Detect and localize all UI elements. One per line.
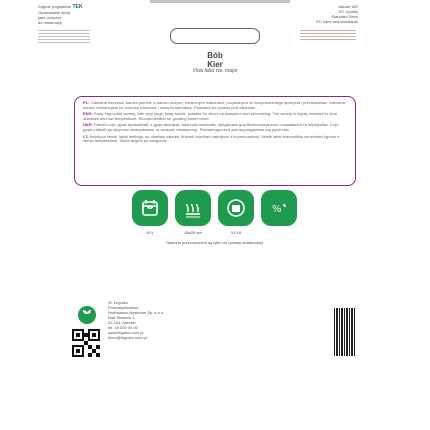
spacing-icon	[175, 190, 211, 226]
producer-line3: Hodowlano-Nasienne Sp. z o.o.	[108, 310, 165, 315]
header-left-line4: do reklamacji	[38, 20, 62, 25]
header-right-line2: EC Quality	[338, 9, 358, 14]
producer-line6: tel. 18 000 00 00	[108, 325, 138, 330]
cultivation-icons	[132, 190, 298, 226]
cut-window-outline	[170, 28, 260, 44]
top-edge-bar	[150, 0, 290, 3]
header-left-line3: jako ochrona	[38, 15, 61, 20]
header-right-line1: Jakość WE	[337, 4, 358, 9]
header-left-line1: Zdjęcie poglądowe	[38, 4, 72, 9]
description-pl: PL: Odmiana wczesna, bardzo plenna, o bardzo dużych, smacznych nasionach, przydatnych do bezpośredniego spożycia i przetwórstwa. Odmiana bardzo tolerancyjna na choroby wirusowe i niską temperaturę. Polecana do uprawy pod osłonami.	[83, 100, 345, 110]
germination-value	[261, 230, 297, 235]
harvest-time-value: VI-VII	[230, 230, 241, 235]
description-uk: UKR: Ранній сорт, дуже врожайний, з дуже великим, смачним насінням, придатним для безпосереднього споживання та переробки. Сорт дуже стійкий до вірусних захворювань та низьких температур. Рекомендується для вирощування під укриттям.	[83, 122, 339, 132]
latin-name: Vicia faba var. major	[192, 68, 238, 74]
sowing-time-icon	[132, 190, 168, 226]
spacing-value: 45x20 cm	[184, 230, 202, 235]
producer-info	[108, 300, 208, 340]
svg-text:%: %	[272, 204, 282, 215]
header-right-line3: Standard Seed	[331, 14, 358, 19]
qr-code-icon	[72, 329, 100, 357]
description-lt: LT: Ankstyva veislė, labai derlinga, su dideliais vaisiais, tinkanti šviežiam vartojimui ir konservavimui. Veislė labai tolerantiška virusinėms ligoms ir žemai temperatūrai. Skirta auginti po dangomis.	[83, 133, 340, 144]
icon-values	[132, 230, 298, 235]
description-box	[74, 96, 356, 186]
product-name-line1: Bób	[207, 51, 223, 60]
producer-line4: Nad Stawem 1	[108, 315, 135, 320]
header-left	[38, 4, 148, 25]
header-right	[298, 4, 358, 24]
germination-icon	[261, 190, 297, 226]
header-left-lines	[38, 30, 90, 44]
description-en: ENG: Early, high-yield variety, with very large, tasty seeds, suitable for direct consumption and processing. The variety is highly resistant to viral diseases and low temperature. Recommended for growing under cover.	[83, 111, 337, 121]
header-right-lines	[300, 30, 356, 42]
producer-line1: W. Legutko	[108, 300, 129, 305]
header-left-line2: Opakowanie służy	[38, 10, 71, 15]
producer-line5: 32-104 Jutrosin	[108, 320, 136, 325]
brand-logo: TEK	[72, 4, 83, 10]
producer-line7: www.legutko.com.pl	[108, 330, 144, 335]
producer-line2: Przedsiębiorstwo	[108, 305, 139, 310]
amateur-use-note: Nasiona przeznaczone są tylko do uprawy amatorskiej.	[166, 240, 264, 245]
sowing-time-value: III-V	[146, 230, 154, 235]
product-name-line2: Kier	[207, 60, 223, 69]
header-right-line4: EC rules and standards	[316, 19, 358, 24]
harvest-time-icon	[218, 190, 254, 226]
barcode-icon	[334, 308, 356, 356]
producer-line8: biuro@legutko.com.pl	[108, 335, 147, 340]
plant-logo-icon	[76, 304, 98, 326]
